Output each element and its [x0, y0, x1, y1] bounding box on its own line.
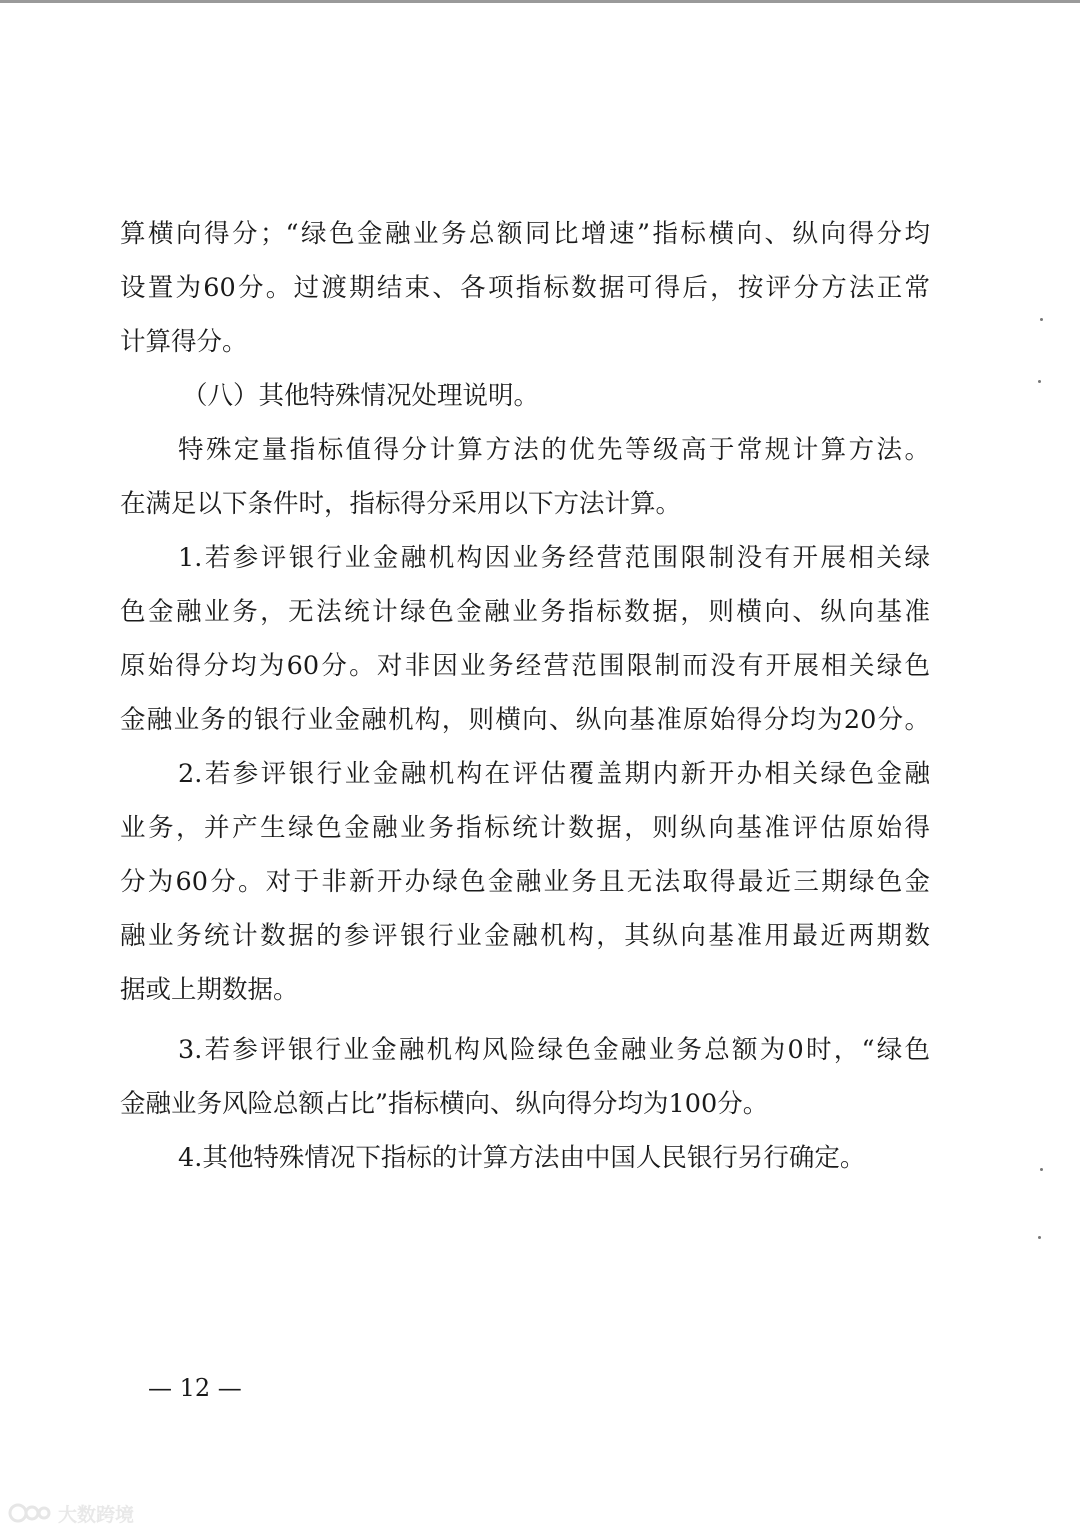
- text-line: 4.其他特殊情况下指标的计算方法由中国人民银行另行确定。: [178, 1143, 866, 1173]
- text-line: 计算得分。: [120, 327, 248, 357]
- section-heading: （八）其他特殊情况处理说明。: [182, 381, 540, 411]
- text-line: 算横向得分；“绿色金融业务总额同比增速”指标横向、纵向得分均: [120, 219, 930, 249]
- text-line: 原始得分均为60分。对非因业务经营范围限制而没有开展相关绿色: [120, 651, 930, 681]
- text-line: 在满足以下条件时，指标得分采用以下方法计算。: [120, 489, 682, 519]
- text-line: 分为60分。对于非新开办绿色金融业务且无法取得最近三期绿色金: [120, 867, 930, 897]
- text-line: 1.若参评银行业金融机构因业务经营范围限制没有开展相关绿: [178, 543, 930, 573]
- watermark-text: 大数跨境: [58, 1503, 135, 1526]
- text-line: 设置为60分。过渡期结束、各项指标数据可得后，按评分方法正常: [120, 273, 930, 303]
- text-line: 金融业务的银行业金融机构，则横向、纵向基准原始得分均为20分。: [120, 705, 930, 735]
- text-line: 融业务统计数据的参评银行业金融机构，其纵向基准用最近两期数: [120, 921, 930, 951]
- page-number: — 12 —: [148, 1374, 242, 1402]
- text-line: 金融业务风险总额占比”指标横向、纵向得分均为100分。: [120, 1089, 769, 1119]
- text-line: 据或上期数据。: [120, 975, 299, 1005]
- scan-speck: [1040, 1168, 1043, 1171]
- text-line: 2.若参评银行业金融机构在评估覆盖期内新开办相关绿色金融: [178, 759, 930, 789]
- scan-speck: [1038, 1236, 1041, 1239]
- text-line: 3.若参评银行业金融机构风险绿色金融业务总额为0时，“绿色: [178, 1035, 930, 1065]
- watermark-logo-icon: [8, 1500, 52, 1526]
- scan-speck: [1040, 318, 1043, 321]
- watermark: [8, 1496, 134, 1530]
- text-line: 特殊定量指标值得分计算方法的优先等级高于常规计算方法。: [178, 435, 930, 465]
- text-line: 业务，并产生绿色金融业务指标统计数据，则纵向基准评估原始得: [120, 813, 930, 843]
- text-line: 色金融业务，无法统计绿色金融业务指标数据，则横向、纵向基准: [120, 597, 930, 627]
- page-top-edge: [0, 0, 1080, 3]
- scan-speck: [1038, 380, 1041, 383]
